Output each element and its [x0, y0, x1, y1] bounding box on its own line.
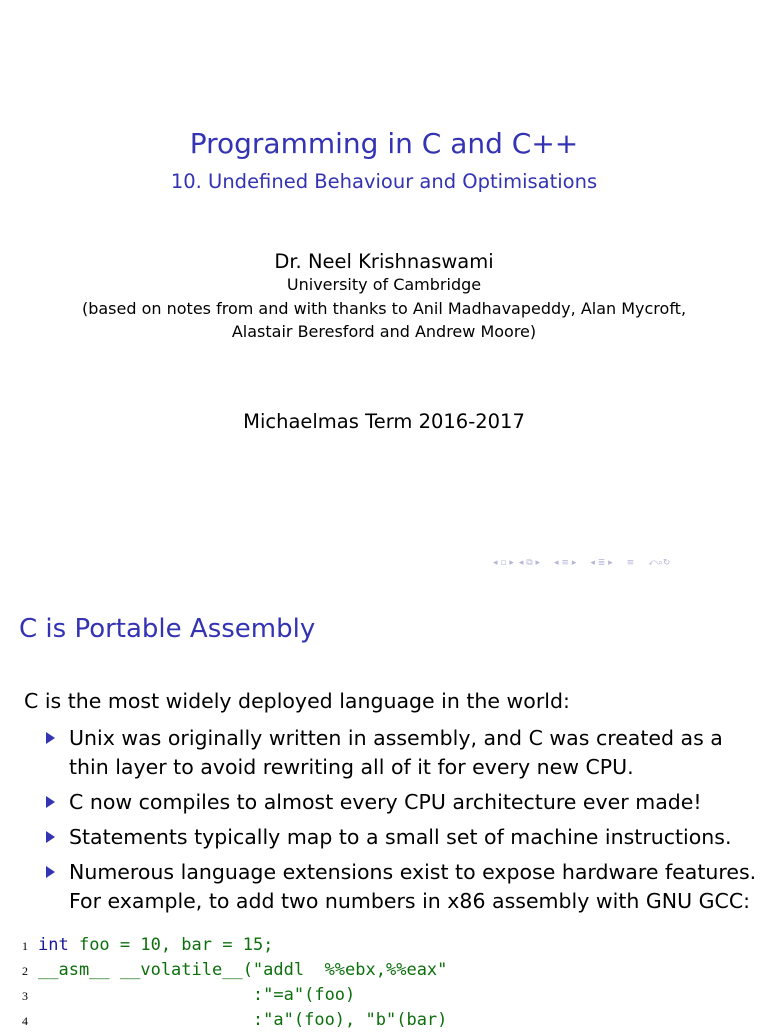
appendix-nav-icon[interactable]: ≡ — [626, 558, 635, 568]
code-text: :"=a"(foo) — [38, 985, 356, 1005]
list-item — [46, 858, 761, 916]
list-item — [46, 788, 761, 817]
code-line — [22, 933, 447, 958]
bullet-triangle-icon — [46, 866, 55, 878]
list-item-text: Numerous language extensions exist to expose hardware features. For example, to add two numbers in x86 assembly with GNU GCC: — [69, 860, 757, 913]
acknowledgement-line-1: (based on notes from and with thanks to Anil Madhavapeddy, Alan Mycroft, — [81, 299, 687, 318]
line-number: 3 — [22, 989, 28, 1003]
section-nav-icon[interactable]: ◂ ≡ ▸ — [554, 558, 577, 568]
slide-subtitle: 10. Undefined Behaviour and Optimisations — [170, 170, 598, 193]
term-date: Michaelmas Term 2016-2017 — [243, 410, 525, 433]
line-number: 1 — [22, 939, 28, 953]
line-number: 2 — [22, 964, 28, 978]
author-name: Dr. Neel Krishnaswami — [274, 250, 494, 273]
frame-nav-icon[interactable]: ◂ ▫ ▸ — [493, 558, 514, 568]
code-keyword: int — [38, 935, 69, 955]
beamer-navigation-bar — [493, 555, 675, 571]
code-line — [22, 958, 447, 983]
bullet-list — [46, 724, 761, 922]
bullet-triangle-icon — [46, 831, 55, 843]
intro-text: C is the most widely deployed language in the world: — [24, 689, 570, 713]
code-text: foo = 10, bar = 15; — [68, 935, 274, 955]
search-icon[interactable]: ⤺⌕↻ — [648, 558, 671, 568]
outline-nav-icon[interactable]: ◂ ≣ ▸ — [590, 558, 613, 568]
bullet-triangle-icon — [46, 796, 55, 808]
code-text: __asm__ __volatile__("addl %%ebx,%%eax" — [38, 960, 448, 980]
list-item-text: Unix was originally written in assembly, and C was created as a thin layer to avoid rewriting all of it for every new CPU. — [69, 726, 723, 779]
bullet-triangle-icon — [46, 732, 55, 744]
list-item-text: C now compiles to almost every CPU architecture ever made! — [69, 790, 702, 814]
line-number: 4 — [22, 1014, 28, 1028]
subsection-nav-icon[interactable]: ◂ ⧉ ▸ — [518, 558, 541, 568]
list-item — [46, 823, 761, 852]
slide-title: Programming in C and C++ — [189, 127, 579, 160]
code-listing — [22, 933, 447, 1033]
code-line — [22, 1008, 447, 1033]
frame-title: C is Portable Assembly — [19, 614, 316, 644]
list-item — [46, 724, 761, 782]
acknowledgement-line-2: Alastair Beresford and Andrew Moore) — [231, 322, 537, 341]
code-text: :"a"(foo), "b"(bar) — [38, 1010, 448, 1030]
institution: University of Cambridge — [286, 275, 482, 294]
list-item-text: Statements typically map to a small set of machine instructions. — [69, 825, 732, 849]
code-line — [22, 983, 447, 1008]
